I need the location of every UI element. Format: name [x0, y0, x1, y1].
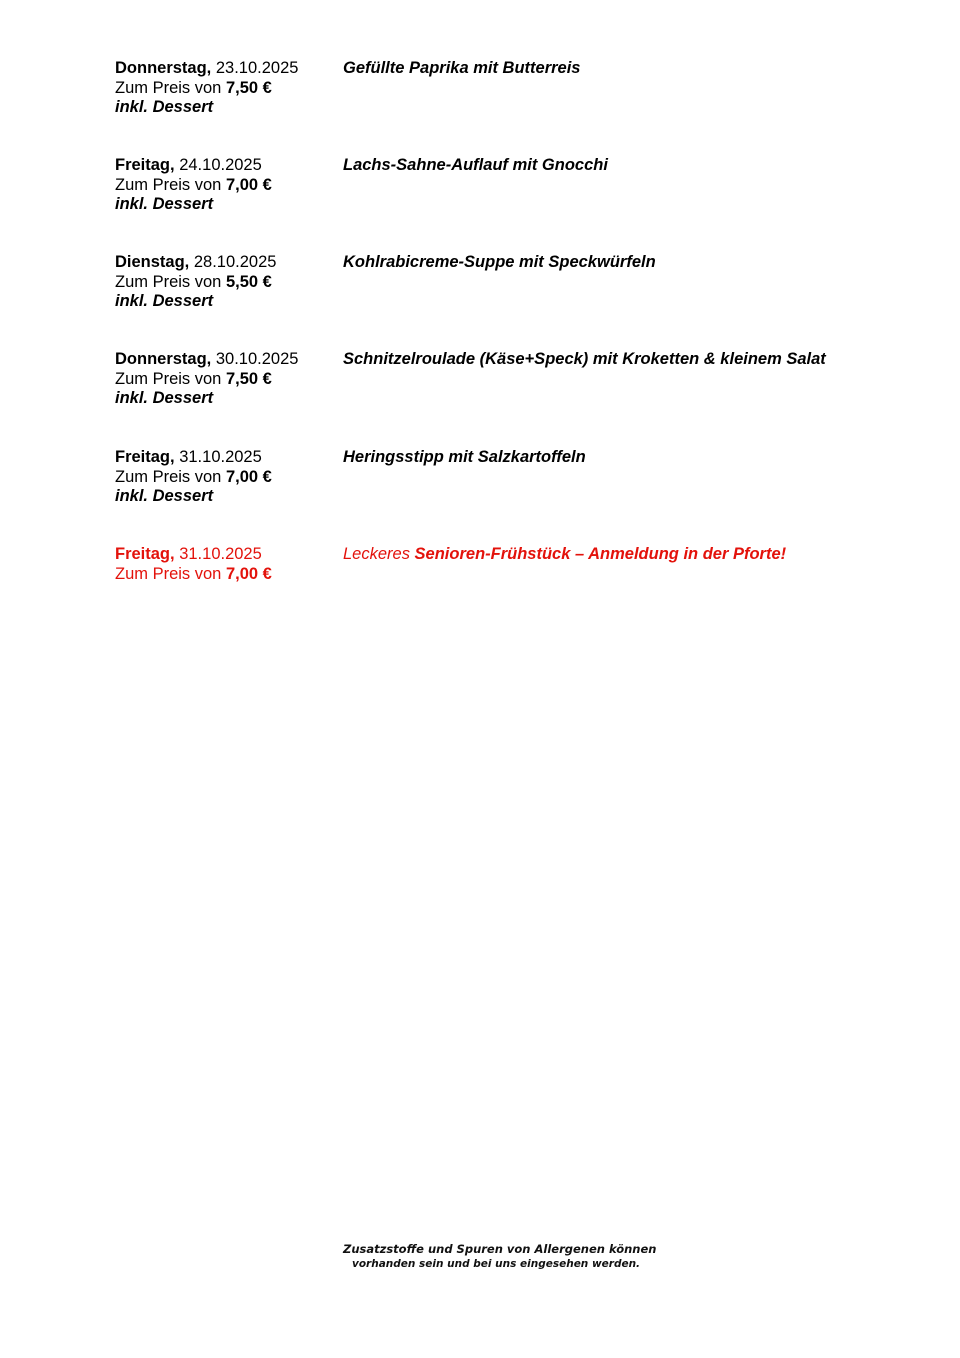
price-prefix: Zum Preis von	[115, 175, 222, 194]
price-line	[115, 468, 343, 488]
date-line	[115, 448, 343, 468]
allergen-note-line1: Zusatzstoffe und Spuren von Allergenen können	[343, 1242, 657, 1256]
price-line	[115, 176, 343, 196]
price-prefix: Zum Preis von	[115, 467, 222, 486]
weekday: Freitag,	[115, 448, 175, 466]
weekday: Dienstag,	[115, 253, 190, 271]
price-prefix: Zum Preis von	[115, 78, 222, 97]
entry-info	[115, 448, 343, 507]
date: 31.10.2025	[179, 545, 262, 563]
dessert-note: inkl. Dessert	[115, 487, 214, 505]
weekday: Freitag,	[115, 545, 175, 563]
special-entry	[115, 545, 915, 615]
entry-info	[115, 253, 343, 312]
date: 24.10.2025	[179, 156, 262, 174]
special-dish	[343, 545, 903, 565]
date: 23.10.2025	[215, 59, 299, 77]
dessert-note: inkl. Dessert	[115, 195, 214, 213]
dessert-note: inkl. Dessert	[115, 98, 214, 116]
weekday: Donnerstag,	[115, 59, 212, 77]
price-line	[115, 273, 343, 293]
dish-name: Lachs-Sahne-Auflauf mit Gnocchi	[343, 156, 608, 174]
price-line	[115, 79, 343, 99]
dessert-note: inkl. Dessert	[115, 389, 214, 407]
date-line	[115, 253, 343, 273]
price: 7,50 €	[225, 369, 272, 388]
weekday: Donnerstag,	[115, 350, 212, 368]
date-line	[115, 350, 343, 370]
price: 7,00 €	[225, 467, 272, 486]
date: 31.10.2025	[179, 448, 262, 466]
date: 28.10.2025	[193, 253, 277, 271]
price-line	[115, 370, 343, 390]
price: 7,00 €	[225, 175, 272, 194]
entry-info	[115, 545, 343, 584]
dish-name: Senioren-Frühstück – Anmeldung in der Pforte!	[414, 545, 787, 563]
menu-entry-1	[115, 59, 915, 129]
dish-name: Schnitzelroulade (Käse+Speck) mit Kroketten & kleinem Salat	[343, 350, 826, 368]
entry-info	[115, 59, 343, 118]
dessert-note: inkl. Dessert	[115, 292, 214, 310]
allergen-note-line2: vorhanden sein und bei uns eingesehen werden.	[352, 1258, 641, 1270]
date-line	[115, 156, 343, 176]
price-prefix: Zum Preis von	[115, 272, 222, 291]
menu-entry-3	[115, 253, 915, 323]
weekday: Freitag,	[115, 156, 175, 174]
date-line	[115, 59, 343, 79]
dish-prefix: Leckeres	[343, 545, 410, 563]
price-line	[115, 565, 343, 585]
price: 7,50 €	[225, 78, 272, 97]
allergen-note	[343, 1242, 656, 1271]
dish-name: Gefüllte Paprika mit Butterreis	[343, 59, 581, 77]
entry-info	[115, 350, 343, 409]
price-prefix: Zum Preis von	[115, 564, 222, 583]
dish-name: Kohlrabicreme-Suppe mit Speckwürfeln	[343, 253, 656, 271]
menu-entry-2	[115, 156, 915, 226]
price-prefix: Zum Preis von	[115, 369, 222, 388]
menu-entry-4	[115, 350, 915, 420]
price: 5,50 €	[225, 272, 272, 291]
date: 30.10.2025	[215, 350, 299, 368]
entry-info	[115, 156, 343, 215]
price: 7,00 €	[225, 564, 272, 583]
menu-entry-5	[115, 448, 915, 518]
date-line	[115, 545, 343, 565]
dish-name: Heringsstipp mit Salzkartoffeln	[343, 448, 586, 466]
